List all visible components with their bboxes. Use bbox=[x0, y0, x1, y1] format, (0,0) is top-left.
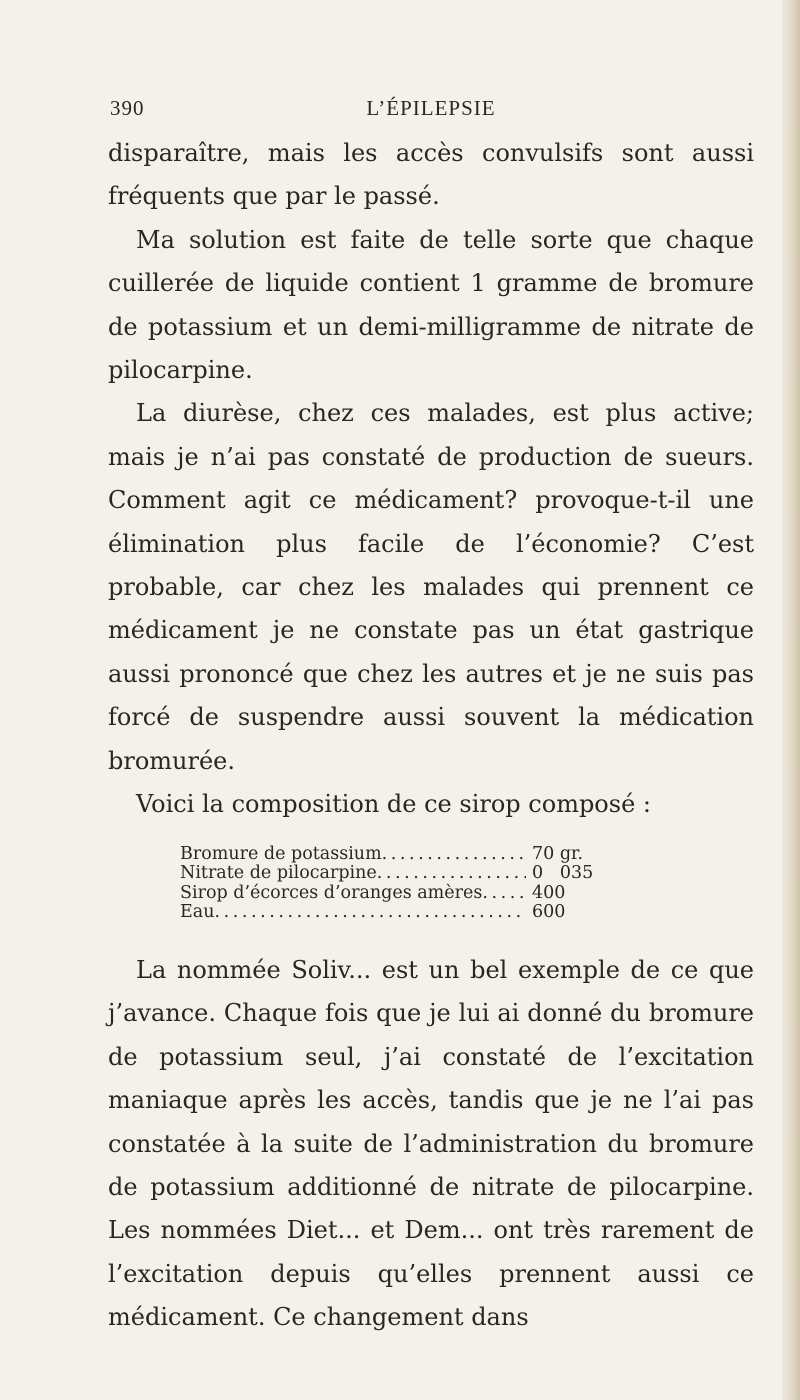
page-edge bbox=[782, 0, 800, 1400]
paragraph: La diurèse, chez ces malades, est plus active; mais je n’ai pas constaté de production de sueurs. Comment agit ce médicament? provoque-t-il une élimination plus facile de l’économie? C’est probable, car chez les malades qui prennent ce médicament je ne constate pas un état gastrique aussi prononcé que chez les autres et je ne suis pas forcé de suspendre aussi souvent la médication bromurée. bbox=[108, 399, 754, 775]
ingredient-list bbox=[180, 845, 644, 923]
paragraph: Ma solution est faite de telle sorte que chaque cuillerée de liquide contient 1 gramme de bromure de potassium et un demi-milligramme de nitrate de pilocarpine. bbox=[108, 225, 754, 385]
paragraph: La nommée Soliv... est un bel exemple de ce que j’avance. Chaque fois que je lui ai donné du bromure de potassium seul, j’ai constaté de l’excitation maniaque après les accès, tandis que je ne l’ai pas constatée à la suite de l’administration du bromure de potassium additionné de nitrate de pilocarpine. Les nommées Diet... et Dem... ont très rarement de l’excitation depuis qu’elles prennent aussi ce médicament. Ce changement dans bbox=[108, 955, 754, 1332]
paragraph: Voici la composition de ce sirop composé : bbox=[136, 790, 651, 819]
paragraph: disparaître, mais les accès convulsifs sont aussi fréquents que par le passé. bbox=[108, 139, 754, 211]
ingredient-row bbox=[180, 845, 644, 865]
running-title: L’ÉPILEPSIE bbox=[366, 96, 496, 120]
dot-leader bbox=[482, 884, 526, 904]
dot-leader bbox=[214, 903, 526, 923]
ingredient-name: Bromure de potassium bbox=[180, 843, 382, 864]
ingredient-name: Nitrate de pilocarpine bbox=[180, 863, 377, 884]
dot-leader bbox=[382, 845, 526, 865]
ingredient-row bbox=[180, 884, 644, 904]
ingredient-quantity: 400 bbox=[532, 882, 566, 903]
ingredient-quantity: 0 035 bbox=[532, 863, 594, 884]
running-header bbox=[108, 96, 754, 132]
page-number: 390 bbox=[110, 96, 145, 120]
ingredient-name: Eau bbox=[180, 902, 215, 923]
ingredient-name: Sirop d’écorces d’oranges amères bbox=[180, 882, 483, 903]
ingredient-row bbox=[180, 903, 644, 923]
ingredient-quantity: 70 gr. bbox=[532, 843, 584, 864]
dot-leader bbox=[377, 864, 526, 884]
ingredient-row bbox=[180, 864, 644, 884]
book-page bbox=[108, 96, 754, 1340]
ingredient-quantity: 600 bbox=[532, 902, 566, 923]
